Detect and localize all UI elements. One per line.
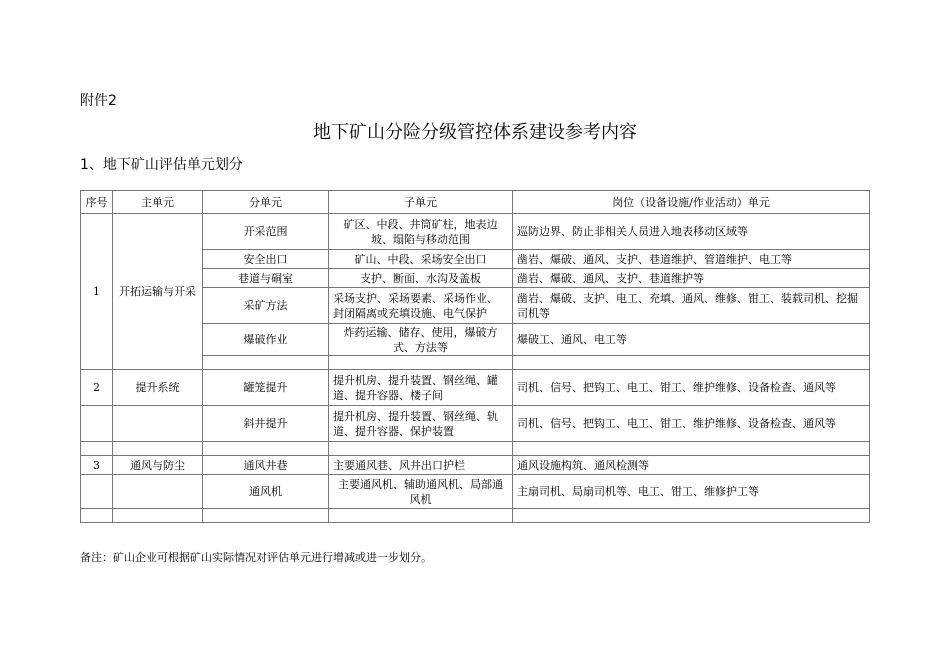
child-unit: 提升机房、提升装置、钢丝绳、罐道、提升容器、楼子间 (329, 370, 513, 406)
post-unit: 凿岩、爆破、通风、支护、巷道维护、管道维护、电工等 (513, 250, 870, 269)
post-unit: 凿岩、爆破、通风、支护、巷道维护等 (513, 269, 870, 288)
table-row (81, 406, 870, 442)
header-main-unit: 主单元 (113, 191, 203, 214)
header-no: 序号 (81, 191, 113, 214)
document-title: 地下矿山分险分级管控体系建设参考内容 (313, 122, 637, 143)
post-unit: 司机、信号、把钩工、电工、钳工、维护维修、设备检查、通风等 (513, 406, 870, 442)
group-number: 1 (81, 214, 113, 370)
sub-unit: 通风井巷 (203, 456, 329, 475)
sub-unit: 安全出口 (203, 250, 329, 269)
child-unit: 矿区、中段、井筒矿柱，地表边坡、塌陷与移动范围 (329, 214, 513, 250)
sub-unit: 开采范围 (203, 214, 329, 250)
child-unit: 提升机房、提升装置、钢丝绳、轨道、提升容器、保护装置 (329, 406, 513, 442)
sub-unit: 罐笼提升 (203, 370, 329, 406)
main-unit: 通风与防尘 (113, 456, 203, 475)
child-unit: 主要通风巷、风井出口护栏 (329, 456, 513, 475)
table-row (81, 456, 870, 475)
post-unit: 司机、信号、把钩工、电工、钳工、维护维修、设备检查、通风等 (513, 370, 870, 406)
section-title: 1、地下矿山评估单元划分 (80, 157, 243, 173)
assessment-unit-table (80, 190, 870, 523)
post-unit: 凿岩、爆破、支护、电工、充填、通风、维修、钳工、装载司机、挖掘司机等 (513, 288, 870, 324)
table-row (81, 214, 870, 250)
table-row-empty (81, 509, 870, 523)
child-unit: 支护、断面、水沟及盖板 (329, 269, 513, 288)
main-unit: 开拓运输与开采 (113, 214, 203, 370)
child-unit: 采场支护、采场要素、采场作业、封闭隔离或充填设施、电气保护 (329, 288, 513, 324)
sub-unit: 斜井提升 (203, 406, 329, 442)
sub-unit: 通风机 (203, 475, 329, 509)
sub-unit: 爆破作业 (203, 324, 329, 356)
post-unit: 爆破工、通风、电工等 (513, 324, 870, 356)
child-unit: 矿山、中段、采场安全出口 (329, 250, 513, 269)
post-unit: 通风设施构筑、通风检测等 (513, 456, 870, 475)
child-unit: 炸药运输、储存、使用，爆破方式、方法等 (329, 324, 513, 356)
group-number: 3 (81, 456, 113, 475)
table-row (81, 370, 870, 406)
sub-unit: 巷道与硐室 (203, 269, 329, 288)
post-unit: 巡防边界、防止非相关人员进入地表移动区域等 (513, 214, 870, 250)
table-header-row (81, 191, 870, 214)
header-child-unit: 子单元 (329, 191, 513, 214)
child-unit: 主要通风机、辅助通风机、局部通风机 (329, 475, 513, 509)
table-note: 备注：矿山企业可根据矿山实际情况对评估单元进行增减或进一步划分。 (80, 551, 432, 564)
header-post-unit: 岗位（设备设施/作业活动）单元 (513, 191, 870, 214)
header-sub-unit: 分单元 (203, 191, 329, 214)
group-number: 2 (81, 370, 113, 406)
main-unit: 提升系统 (113, 370, 203, 406)
sub-unit: 采矿方法 (203, 288, 329, 324)
post-unit: 主扇司机、局扇司机等、电工、钳工、维修护工等 (513, 475, 870, 509)
table-row-empty (81, 442, 870, 456)
table-row (81, 475, 870, 509)
attachment-label: 附件2 (80, 93, 117, 109)
